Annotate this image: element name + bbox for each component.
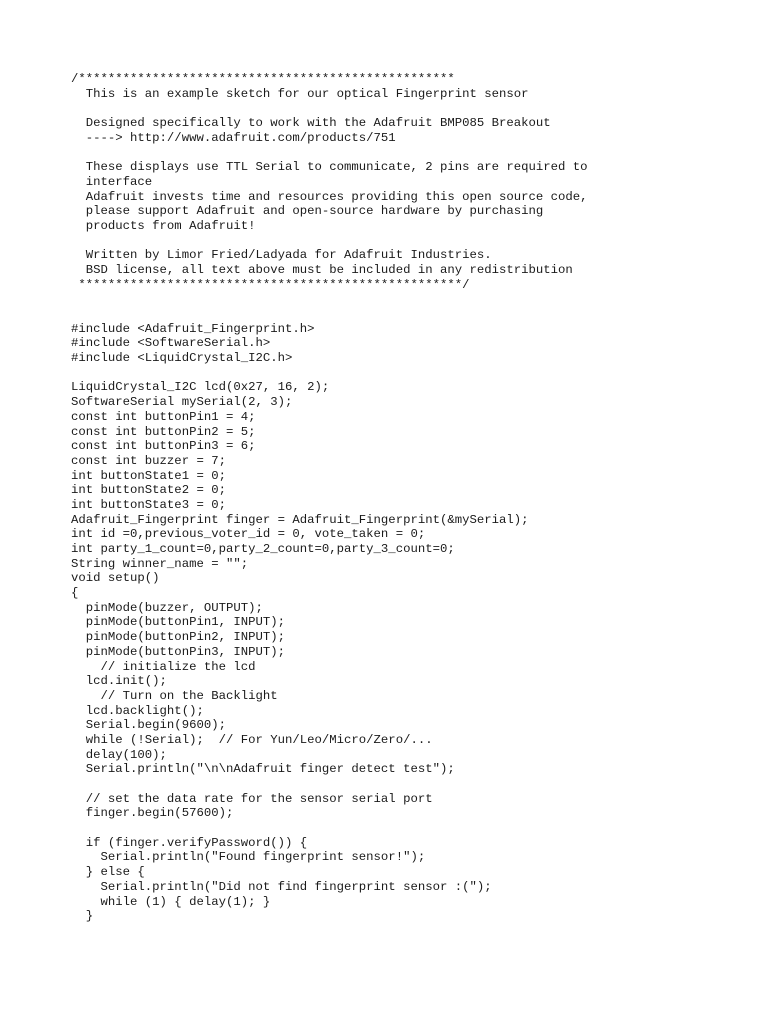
code-line	[71, 101, 588, 116]
code-line	[71, 145, 588, 160]
code-listing	[71, 72, 588, 924]
code-line	[71, 777, 588, 792]
code-line: finger.begin(57600);	[71, 806, 234, 821]
code-line: int buttonState1 = 0;	[71, 468, 226, 483]
code-line: lcd.init();	[71, 674, 167, 689]
code-line: pinMode(buttonPin1, INPUT);	[71, 615, 286, 630]
code-line: while (!Serial); // For Yun/Leo/Micro/Zero/...	[71, 732, 433, 747]
code-line: #include <Adafruit_Fingerprint.h>	[71, 321, 315, 336]
code-line	[71, 292, 588, 307]
code-line: Adafruit_Fingerprint finger = Adafruit_Fingerprint(&mySerial);	[71, 512, 529, 527]
code-line: pinMode(buzzer, OUTPUT);	[71, 600, 263, 615]
code-line: } else {	[71, 865, 145, 880]
code-line: int buttonState2 = 0;	[71, 483, 226, 498]
code-line: Serial.println("Found fingerprint sensor!");	[71, 850, 426, 865]
code-line: // initialize the lcd	[71, 659, 256, 674]
code-line: while (1) { delay(1); }	[71, 894, 271, 909]
code-line: BSD license, all text above must be included in any redistribution	[71, 262, 573, 277]
code-line: products from Adafruit!	[71, 218, 256, 233]
code-line: /***************************************************	[71, 72, 455, 86]
code-line: Written by Limor Fried/Ladyada for Adafruit Industries.	[71, 248, 492, 263]
code-line	[71, 366, 588, 381]
code-line: Serial.begin(9600);	[71, 718, 226, 733]
code-line: This is an example sketch for our optical Fingerprint sensor	[71, 86, 529, 101]
code-line: lcd.backlight();	[71, 703, 204, 718]
code-line: interface	[71, 174, 153, 189]
code-line: ****************************************************/	[71, 277, 470, 292]
code-line	[71, 234, 588, 249]
code-line: pinMode(buttonPin3, INPUT);	[71, 644, 286, 659]
code-line: void setup()	[71, 571, 160, 586]
code-line: #include <LiquidCrystal_I2C.h>	[71, 351, 293, 366]
code-line: please support Adafruit and open-source hardware by purchasing	[71, 204, 544, 219]
code-line	[71, 821, 588, 836]
code-line: const int buzzer = 7;	[71, 453, 226, 468]
code-line: SoftwareSerial mySerial(2, 3);	[71, 395, 293, 410]
code-line: const int buttonPin1 = 4;	[71, 409, 256, 424]
code-line	[71, 307, 588, 322]
code-line: #include <SoftwareSerial.h>	[71, 336, 271, 351]
code-line: // set the data rate for the sensor serial port	[71, 791, 433, 806]
code-line: LiquidCrystal_I2C lcd(0x27, 16, 2);	[71, 380, 330, 395]
code-line: int buttonState3 = 0;	[71, 497, 226, 512]
code-line: int party_1_count=0,party_2_count=0,party_3_count=0;	[71, 542, 455, 556]
code-line: Serial.println("\n\nAdafruit finger detect test");	[71, 762, 455, 777]
code-line: int id =0,previous_voter_id = 0, vote_taken = 0;	[71, 527, 426, 542]
code-line: // Turn on the Backlight	[71, 688, 278, 703]
code-line: const int buttonPin3 = 6;	[71, 439, 256, 454]
code-line: String winner_name = "";	[71, 556, 249, 571]
code-line: const int buttonPin2 = 5;	[71, 424, 256, 439]
code-line: Adafruit invests time and resources providing this open source code,	[71, 189, 588, 204]
code-line: ----> http://www.adafruit.com/products/751	[71, 130, 396, 145]
code-line: These displays use TTL Serial to communicate, 2 pins are required to	[71, 160, 588, 175]
code-line: Designed specifically to work with the Adafruit BMP085 Breakout	[71, 116, 551, 131]
code-line: }	[71, 909, 94, 924]
code-line: pinMode(buttonPin2, INPUT);	[71, 630, 286, 645]
code-line: Serial.println("Did not find fingerprint sensor :(");	[71, 879, 492, 894]
code-line: if (finger.verifyPassword()) {	[71, 835, 308, 850]
code-line: delay(100);	[71, 747, 167, 762]
code-line: {	[71, 586, 79, 601]
